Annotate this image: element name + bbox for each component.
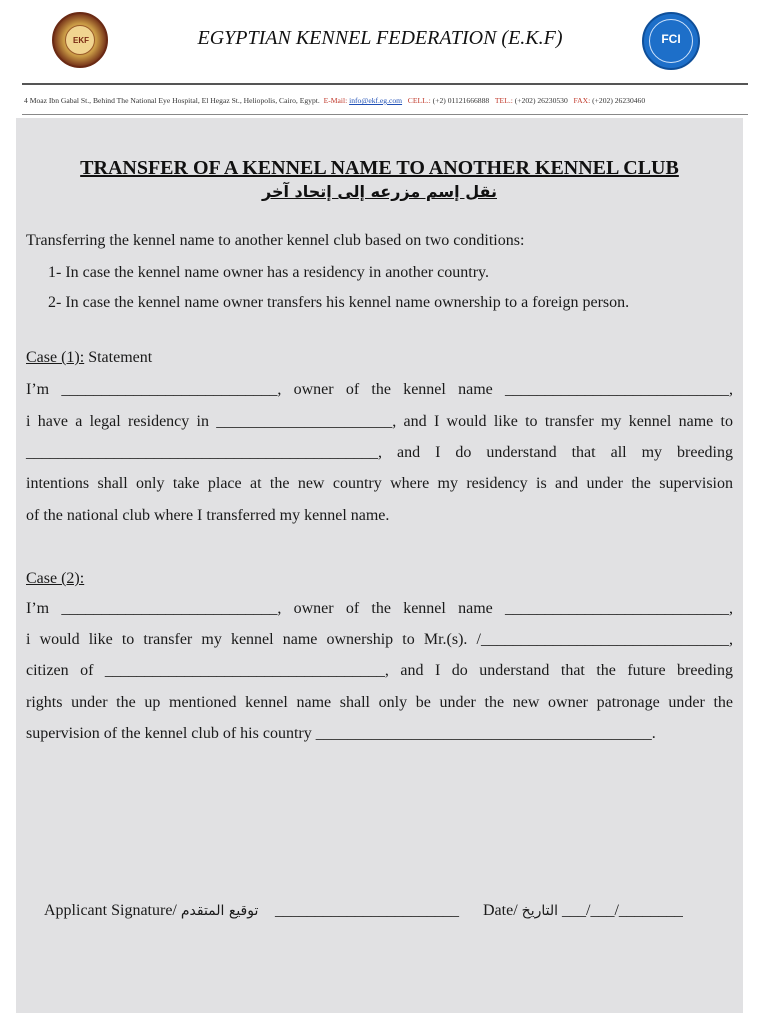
signature-field[interactable]: _______________________ xyxy=(275,902,459,919)
condition-2: 2- In case the kennel name owner transfers his kennel name ownership to a foreign person. xyxy=(48,294,630,311)
date-field[interactable]: ___/___/________ xyxy=(562,902,683,919)
fci-logo-text: FCI xyxy=(661,32,681,46)
case-1-line-4: intentions shall only take place at the new country where my residency is and under the supervision xyxy=(26,475,733,492)
case-2-line-3[interactable]: citizen of ___________________________________, and I do understand that the future breeding xyxy=(26,662,733,679)
intro-text: Transferring the kennel name to another kennel club based on two conditions: xyxy=(26,232,525,249)
ekf-logo-text: EKF xyxy=(73,36,89,45)
case-2-heading: Case (2): xyxy=(26,570,85,587)
email-label: E-Mail: xyxy=(323,96,348,105)
case-2-line-2[interactable]: i would like to transfer my kennel name ownership to Mr.(s). /_______________________________, xyxy=(26,631,733,648)
case-1-line-1[interactable]: I’m ___________________________, owner of the kennel name ____________________________, xyxy=(26,381,733,398)
case-2-line-1[interactable]: I’m ___________________________, owner of the kennel name ____________________________, xyxy=(26,600,733,617)
signature-label-arabic: توقيع المتقدم xyxy=(180,903,259,919)
letterhead xyxy=(0,0,770,118)
header-divider-bottom xyxy=(22,114,748,115)
date-label: Date/ xyxy=(483,902,518,919)
contact-line xyxy=(24,96,754,105)
address-text: 4 Moaz Ibn Gabal St., Behind The National Eye Hospital, El Hegaz St., Heliopolis, Cairo, Egypt. xyxy=(24,96,320,105)
fax-label: FAX: xyxy=(573,96,591,105)
case-1-line-5: of the national club where I transferred my kennel name. xyxy=(26,507,390,524)
case-1-line-3[interactable]: ____________________________________________, and I do understand that all my breeding xyxy=(26,444,733,461)
cell-number: (+2) 01121666888 xyxy=(432,96,490,105)
case-1-label: Case (1): xyxy=(26,349,85,366)
tel-label: TEL.: xyxy=(494,96,513,105)
condition-1: 1- In case the kennel name owner has a residency in another country. xyxy=(48,264,490,281)
signature-label: Applicant Signature/ xyxy=(44,902,177,919)
fax-number: (+202) 26230460 xyxy=(592,96,646,105)
case-1-suffix: Statement xyxy=(84,349,153,366)
document-title-arabic: نقل إسم مزرعه إلى إتحاد آخر xyxy=(261,182,497,201)
form-body xyxy=(16,118,743,1013)
date-row xyxy=(483,902,683,920)
cell-label: CELL.: xyxy=(407,96,431,105)
fci-logo xyxy=(642,12,700,70)
organization-title: EGYPTIAN KENNEL FEDERATION (E.K.F) xyxy=(197,27,563,49)
case-2-line-5[interactable]: supervision of the kennel club of his country __________________________________________. xyxy=(26,725,656,742)
email-link[interactable]: info@ekf.eg.com xyxy=(349,96,403,105)
case-1-line-2[interactable]: i have a legal residency in ______________________, and I would like to transfer my kennel name to xyxy=(26,413,733,430)
signature-row xyxy=(44,902,258,920)
case-2-line-4: rights under the up mentioned kennel name shall only be under the new owner patronage under the xyxy=(26,694,733,711)
case-1-heading xyxy=(26,349,152,367)
document-title: TRANSFER OF A KENNEL NAME TO ANOTHER KENNEL CLUB xyxy=(80,157,679,179)
date-label-arabic: التاريخ xyxy=(521,903,558,919)
tel-number: (+202) 26230530 xyxy=(514,96,568,105)
header-divider xyxy=(22,83,748,85)
ekf-logo xyxy=(52,12,108,68)
